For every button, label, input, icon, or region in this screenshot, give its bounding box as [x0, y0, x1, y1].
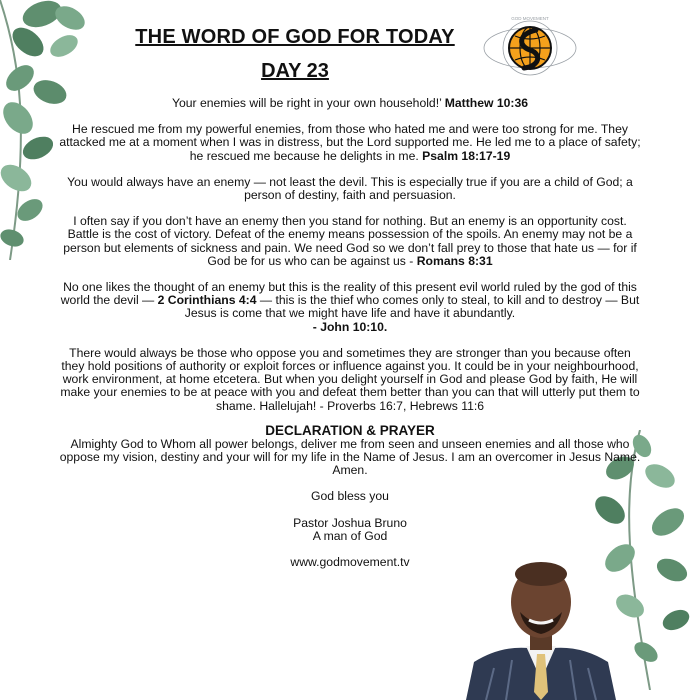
declaration-text: Almighty God to Whom all power belongs, deliver me from seen and unseen enemies and all those who oppose my vision, destiny and your will for my life in the Name of Jesus. I am an overcomer in Jesus Name. Amen.: [59, 436, 641, 478]
logo-ring-text: GOD MOVEMENT: [511, 16, 549, 21]
scripture-reference: 2 Corinthians 4:4: [157, 293, 257, 308]
declaration-heading: DECLARATION & PRAYER: [265, 422, 435, 438]
blessing: God bless you: [311, 489, 389, 504]
author-name: Pastor Joshua Bruno: [293, 515, 407, 530]
opening-verse: Your enemies will be right in your own household!’ Matthew 10:36: [171, 96, 529, 110]
author-role: A man of God: [312, 528, 388, 543]
paragraph-2: You would always have an enemy — not least the devil. This is especially true if you are a child of God; a person of destiny, faith and persuasion.: [67, 174, 633, 203]
god-movement-logo: [480, 12, 580, 84]
page-title: THE WORD OF GOD FOR TODAY: [135, 26, 455, 48]
scripture-reference: Romans 8:31: [416, 253, 493, 268]
paragraph-4: No one likes the thought of an enemy but this is the reality of this present evil world ruled by the god of this world the devil — 2 Corinthians 4:4 — this is the thief who comes only to steal, to kill and to destroy — But Jesus is come that we might have life and have it abundantly. - John 10:10.: [60, 280, 640, 334]
pastor-photo: [466, 550, 616, 700]
day-number: DAY 23: [261, 60, 329, 82]
scripture-reference: Psalm 18:17-19: [422, 148, 511, 163]
devotional-body: [58, 97, 642, 569]
paragraph-3: I often say if you don’t have an enemy then you stand for nothing. But an enemy is an opportunity cost. Battle is the cost of victory. Defeat of the enemy means possession of the spoils. An enemy may not be a person but elements of sickness and pain. We need God so we don’t fall prey to those that hate us — for if God be for us who can be against us - Romans 8:31: [63, 214, 637, 268]
scripture-reference: - John 10:10.: [312, 319, 388, 334]
paragraph-5: There would always be those who oppose you and sometimes they are stronger than you because often they hold positions of authority or exploit forces or influence against you. It could be in your neighbourhood, work environment, at home etcetera. But when you delight yourself in God and please God by faith, He will make your enemies to be at peace with you and defeat them better than you can that will utterly put them to shame. Hallelujah! - Proverbs 16:7, Hebrews 11:6: [60, 345, 640, 413]
scripture-reference: Matthew 10:36: [444, 96, 529, 110]
paragraph-1: He rescued me from my powerful enemies, from those who hated me and were too strong for me. They attacked me at a moment when I was in distress, but the Lord supported me. He led me to a place of safety; he rescued me because he delights in me. Psalm 18:17-19: [59, 122, 641, 163]
website-link[interactable]: www.godmovement.tv: [290, 555, 410, 570]
